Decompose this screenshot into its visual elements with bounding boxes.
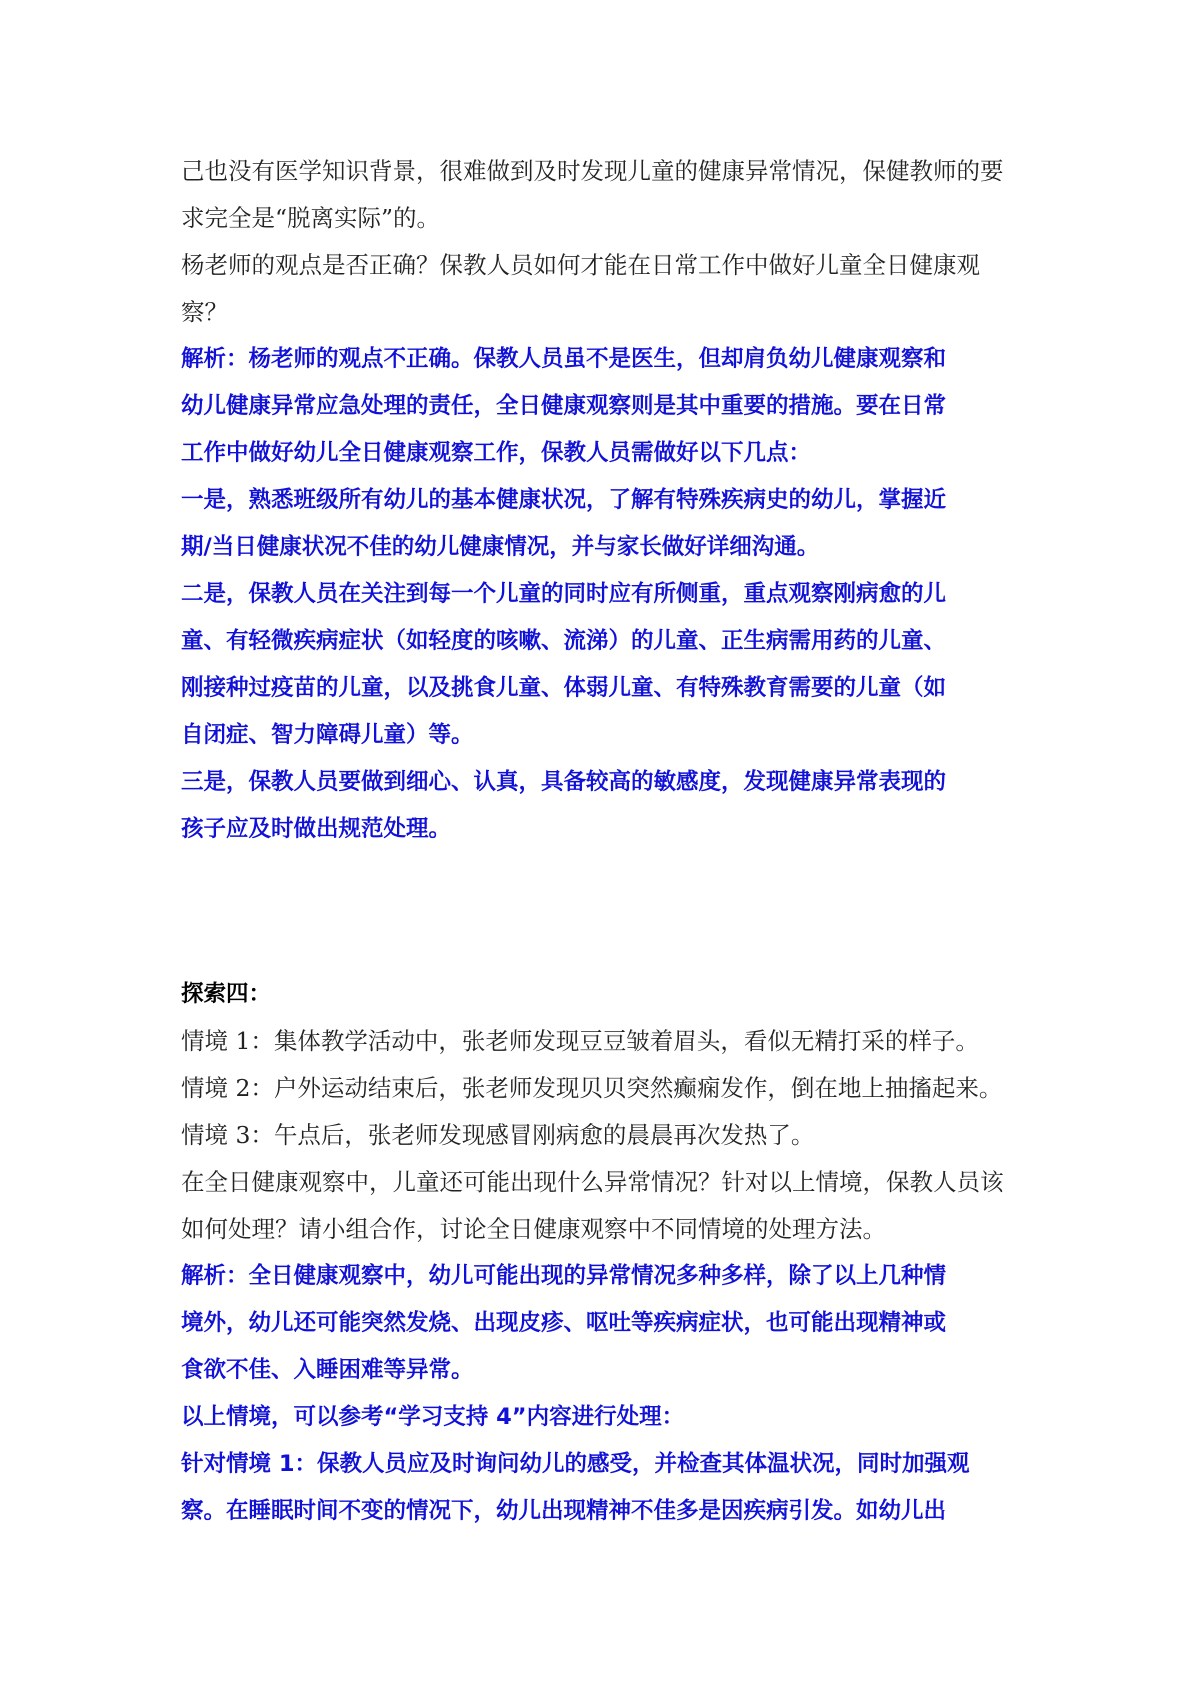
body-text-line: 求完全是“脱离实际”的。 [181, 204, 441, 232]
body-text-line: 察？ [181, 298, 228, 326]
answer-text-line: 幼儿健康异常应急处理的责任，全日健康观察则是其中重要的措施。要在日常 [181, 393, 947, 419]
answer-text-line: 一是，熟悉班级所有幼儿的基本健康状况，了解有特殊疾病史的幼儿，掌握近 [181, 487, 947, 513]
answer-text-line: 刚接种过疫苗的儿童，以及挑食儿童、体弱儿童、有特殊教育需要的儿童（如 [181, 675, 947, 701]
exploration-four-section [181, 971, 1021, 1535]
body-text-line: 杨老师的观点是否正确？保教人员如何才能在日常工作中做好儿童全日健康观 [181, 251, 980, 279]
answer-text-line: 童、有轻微疾病症状（如轻度的咳嗽、流涕）的儿童、正生病需用药的儿童、 [181, 628, 947, 654]
body-text-line: 如何处理？请小组合作，讨论全日健康观察中不同情境的处理方法。 [181, 1215, 886, 1243]
answer-text-line: 二是，保教人员在关注到每一个儿童的同时应有所侧重，重点观察刚病愈的儿 [181, 581, 947, 607]
answer-text-line: 食欲不佳、入睡困难等异常。 [181, 1357, 474, 1383]
answer-text-line: 察。在睡眠时间不变的情况下，幼儿出现精神不佳多是因疾病引发。如幼儿出 [181, 1498, 947, 1524]
body-text-line: 情境 3：午点后，张老师发现感冒刚病愈的晨晨再次发热了。 [181, 1121, 815, 1149]
answer-text-line: 解析：杨老师的观点不正确。保教人员虽不是医生，但却肩负幼儿健康观察和 [181, 346, 947, 372]
section-gap [181, 853, 1021, 971]
body-text-line: 情境 2：户外运动结束后，张老师发现贝贝突然癫痫发作，倒在地上抽搐起来。 [181, 1074, 1003, 1102]
body-text-line: 己也没有医学知识背景，很难做到及时发现儿童的健康异常情况，保健教师的要 [181, 157, 1004, 185]
section-heading: 探索四： [181, 981, 272, 1007]
answer-text-line: 三是，保教人员要做到细心、认真，具备较高的敏感度，发现健康异常表现的 [181, 769, 947, 795]
answer-text-line: 境外，幼儿还可能突然发烧、出现皮疹、呕吐等疾病症状，也可能出现精神或 [181, 1310, 947, 1336]
document-page [181, 148, 1021, 1535]
answer-text-line: 解析：全日健康观察中，幼儿可能出现的异常情况多种多样，除了以上几种情 [181, 1263, 947, 1289]
answer-text-line: 以上情境，可以参考“学习支持 4”内容进行处理： [181, 1404, 685, 1430]
answer-text-line: 工作中做好幼儿全日健康观察工作，保教人员需做好以下几点： [181, 440, 812, 466]
body-text-line: 情境 1：集体教学活动中，张老师发现豆豆皱着眉头，看似无精打采的样子。 [181, 1027, 979, 1055]
answer-text-line: 孩子应及时做出规范处理。 [181, 816, 452, 842]
answer-text-line: 针对情境 1：保教人员应及时询问幼儿的感受，并检查其体温状况，同时加强观 [181, 1451, 970, 1477]
answer-text-line: 自闭症、智力障碍儿童）等。 [181, 722, 474, 748]
answer-text-line: 期/当日健康状况不佳的幼儿健康情况，并与家长做好详细沟通。 [181, 534, 820, 560]
analysis-section-three [181, 148, 1021, 853]
body-text-line: 在全日健康观察中，儿童还可能出现什么异常情况？针对以上情境，保教人员该 [181, 1168, 1004, 1196]
